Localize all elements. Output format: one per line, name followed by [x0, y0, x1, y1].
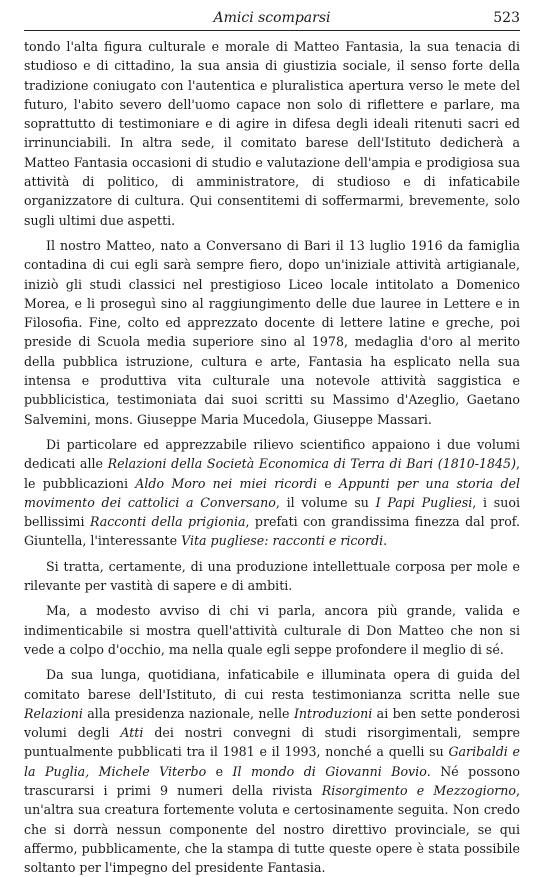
text-run: Da sua lunga, quotidiana, infaticabile e illuminata opera di guida del comitato barese dell'Istituto, di cui resta testimonianza scritta nelle sue [24, 667, 520, 702]
text-run: ai ben sette ponderosi volumi degli [24, 705, 520, 741]
italic-title: Racconti della prigionia [89, 514, 246, 530]
italic-title: Introduzioni [293, 705, 373, 721]
italic-title: Aldo Moro nei miei ricordi [135, 475, 317, 491]
text-run: . Né possono trascurarsi i primi 9 numeri della rivista [24, 763, 520, 798]
italic-title: Risorgimento e Mezzogiorno [321, 782, 516, 798]
text-run: , le pubblicazioni [24, 456, 521, 491]
italic-title: Appunti per una storia del movimento dei cattolici a Conversano [24, 475, 520, 510]
text-run: , un'altra sua creatura fortemente voluta e certosinamente seguita. Non credo che si dorrà nessun componente del nostro direttivo provinciale, se qui affermo, pubblicamente, che la stampa di tutte queste opere è stata possibile soltanto per l'impegno del presidente Fantasia. [24, 782, 520, 876]
paragraph-2: Il nostro Matteo, nato a Conversano di Bari il 13 luglio 1916 da famiglia contadina di cui egli sarà sempre fiero, dopo un'iniziale attività artigianale, iniziò gli studi classici nel prestigioso Liceo locale intitolato a Domenico Morea, e li proseguì sino al raggiungimento delle due lauree in Lettere e in Filosofia. Fine, colto ed apprezzato docente di lettere latine e greche, poi preside di Scuola media superiore sino al 1978, medaglia d'oro al merito della pubblica istruzione, cultura e arte, Fantasia ha esplicato nella sua intensa e produttiva vita culturale una notevole attività saggistica e pubblicistica, testimoniata dai suoi scritti su Massimo d'Azeglio, Gaetano Salvemini, mons. Giuseppe Maria Mucedola, Giuseppe Massari. [24, 237, 520, 427]
italic-title: Garibaldi e la Puglia, Michele Viterbo [24, 744, 520, 779]
page-body [24, 37, 520, 877]
page-number: 523 [493, 10, 520, 26]
text-run: Di particolare ed apprezzabile rilievo scientifico appaiono i due volumi dedicati alle [24, 436, 520, 472]
italic-title: Atti [120, 725, 144, 741]
text-run: dei nostri convegni di studi risorgimentali, sempre puntualmente pubblicati tra il 1981 e il 1993, nonché a quelli su [24, 725, 521, 760]
text-run: , prefati con grandissima finezza dal prof. Giuntella, l'interessante [24, 514, 520, 549]
italic-title: Vita pugliese: racconti e ricordi [181, 533, 384, 549]
italic-title: Il mondo di Giovanni Bovio [232, 763, 427, 779]
running-title: Amici scomparsi [213, 10, 331, 26]
italic-title: Relazioni [24, 705, 83, 721]
text-run: . [383, 533, 388, 549]
text-run: e [206, 763, 233, 779]
italic-title: I Papi Pugliesi [375, 494, 473, 510]
italic-title: Relazioni della Società Economica di Terra di Bari (1810-1845) [107, 456, 516, 472]
text-run: e [317, 475, 339, 491]
paragraph-5: Ma, a modesto avviso di chi vi parla, ancora più grande, valida e indimenticabile si mostra quell'attività culturale di Don Matteo che non si vede a colpo d'occhio, ma nella quale egli seppe profondere il meglio di sé. [24, 603, 520, 657]
text-run: , i suoi bellissimi [24, 494, 520, 530]
paragraph-6 [24, 665, 520, 877]
paragraph-3 [24, 435, 520, 551]
text-run: alla presidenza nazionale, nelle [82, 705, 294, 721]
text-run: , il volume su [275, 494, 376, 510]
paragraph-1: tondo l'alta figura culturale e morale di Matteo Fantasia, la sua tenacia di studioso e di cittadino, la sua ansia di giustizia sociale, il senso forte della tradizione coniugato con l'autentica e pluralistica apertura verso le mete del futuro, l'abito severo dell'uomo capace non solo di riflettere e parlare, ma soprattutto di testimoniare e di agire in difesa degli ideali ritenuti sacri ed irrinunciabili. In altra sede, il comitato barese dell'Istituto dedicherà a Matteo Fantasia occasioni di studio e valutazione dell'ampia e prodigiosa sua attività di politico, di amministratore, di studioso e di infaticabile organizzatore di cultura. Qui consentitemi di soffermarmi, brevemente, solo sugli ultimi due aspetti. [24, 39, 520, 228]
running-header [24, 8, 520, 31]
paragraph-4: Si tratta, certamente, di una produzione intellettuale corposa per mole e rilevante per vastità di sapere e di ambiti. [24, 558, 520, 594]
